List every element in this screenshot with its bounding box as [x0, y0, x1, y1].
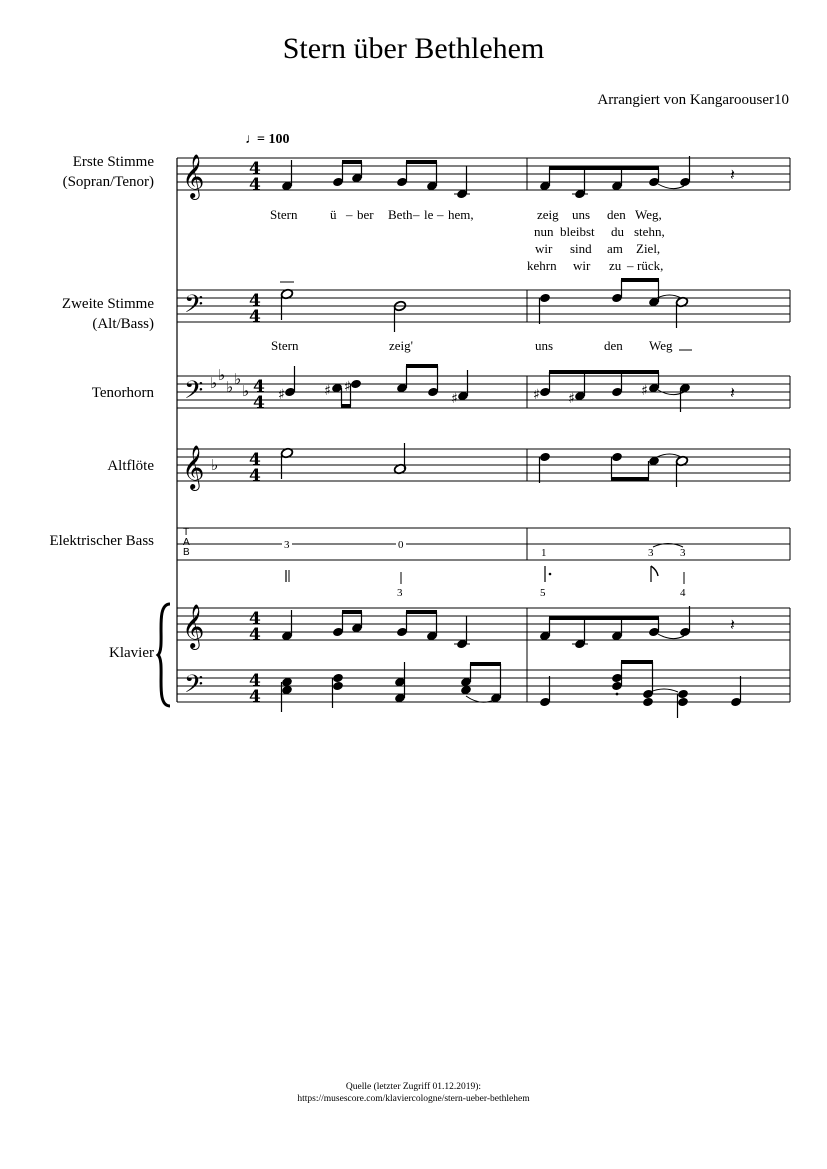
svg-text:Ziel,: Ziel,: [636, 241, 661, 256]
svg-text:♯: ♯: [568, 391, 575, 407]
barlines: [177, 158, 790, 702]
bass-clef-icon: 𝄢: [184, 376, 204, 411]
time-signatures: [249, 159, 265, 707]
treble-clef-icon: 𝄞: [182, 604, 205, 648]
score-title: Stern über Bethlehem: [282, 32, 545, 65]
svg-text:Stern: Stern: [271, 338, 299, 353]
svg-text:Altflöte: Altflöte: [107, 458, 154, 474]
svg-text:le: le: [424, 207, 434, 222]
voice1-lyrics: [270, 207, 665, 273]
svg-text:♯: ♯: [344, 379, 351, 395]
voice1-notes: [281, 156, 735, 199]
svg-text:3: 3: [648, 547, 654, 559]
svg-text:wir: wir: [535, 241, 553, 256]
tenorhorn-notes: [278, 366, 735, 412]
bass-tab-numbers: [282, 539, 688, 559]
svg-text:zeig': zeig': [389, 338, 413, 353]
tempo-marking: [245, 132, 289, 147]
footer-source-url: https://musescore.com/klaviercologne/stern-ueber-bethlehem: [297, 1094, 530, 1104]
svg-text:4: 4: [249, 687, 261, 707]
svg-text:4: 4: [680, 587, 686, 599]
svg-text:♯: ♯: [278, 387, 285, 403]
svg-text:♯: ♯: [324, 383, 331, 399]
bass-tab-rhythm: [286, 566, 684, 584]
svg-text:–: –: [346, 207, 353, 222]
flat-icon: ♭: [242, 382, 250, 400]
svg-text:3: 3: [680, 547, 686, 559]
svg-text:B: B: [183, 547, 190, 558]
svg-text:–: –: [437, 207, 444, 222]
rest-icon: 𝄽: [730, 615, 735, 634]
footer-source-label: Quelle (letzter Zugriff 01.12.2019):: [345, 1082, 482, 1092]
clefs: [182, 154, 204, 705]
svg-text:Tenorhorn: Tenorhorn: [91, 385, 154, 401]
flat-icon: ♭: [210, 374, 218, 392]
svg-text:den: den: [607, 207, 626, 222]
svg-text:am: am: [607, 241, 623, 256]
svg-text:(Sopran/Tenor): (Sopran/Tenor): [62, 174, 154, 190]
svg-text:bleibst: bleibst: [560, 224, 595, 239]
staff-lines: [177, 158, 790, 702]
flat-icon: ♭: [226, 378, 234, 396]
arranger-credit: Arrangiert von Kangaroouser10: [597, 92, 789, 108]
svg-text:4: 4: [253, 377, 265, 397]
svg-text:Weg,: Weg,: [635, 207, 662, 222]
svg-text:4: 4: [249, 159, 261, 179]
svg-text:rück,: rück,: [637, 258, 664, 273]
voice2-lyrics: [271, 338, 692, 353]
treble-clef-icon: 𝄞: [182, 445, 205, 489]
svg-text:4: 4: [253, 393, 265, 413]
svg-text:du: du: [611, 224, 624, 239]
svg-text:nun: nun: [534, 224, 554, 239]
svg-text:sind: sind: [570, 241, 592, 256]
svg-text:zu: zu: [609, 258, 622, 273]
svg-text:4: 4: [249, 466, 261, 486]
svg-text:Stern: Stern: [270, 207, 298, 222]
svg-text:5: 5: [540, 587, 546, 599]
svg-text:3: 3: [284, 539, 290, 551]
bass-clef-icon: 𝄢: [184, 670, 204, 705]
svg-text:–: –: [413, 207, 420, 222]
svg-text:–: –: [627, 258, 634, 273]
svg-text:4: 4: [249, 291, 261, 311]
svg-text:♯: ♯: [451, 391, 458, 407]
svg-text:4: 4: [249, 609, 261, 629]
svg-text:0: 0: [398, 539, 404, 551]
svg-text:♩: ♩: [245, 132, 259, 147]
svg-text:wir: wir: [573, 258, 591, 273]
bass-clef-icon: 𝄢: [184, 290, 204, 325]
svg-text:ü: ü: [330, 207, 337, 222]
flat-icon: ♭: [211, 456, 219, 474]
svg-text:stehn,: stehn,: [634, 224, 665, 239]
svg-text:ber: ber: [357, 207, 374, 222]
svg-text:Beth: Beth: [388, 207, 413, 222]
svg-text:♯: ♯: [641, 383, 648, 399]
bass-tab-fingering: [397, 587, 686, 599]
svg-text:(Alt/Bass): (Alt/Bass): [92, 316, 154, 332]
svg-text:1: 1: [541, 547, 547, 559]
svg-text:T: T: [183, 527, 190, 538]
svg-text:den: den: [604, 338, 623, 353]
flat-icon: ♭: [234, 370, 242, 388]
svg-text:uns: uns: [572, 207, 591, 222]
svg-text:Erste Stimme: Erste Stimme: [72, 154, 154, 170]
treble-clef-icon: 𝄞: [182, 154, 205, 198]
rest-icon: 𝄽: [730, 165, 735, 184]
rest-icon: 𝄽: [730, 383, 735, 402]
svg-text:4: 4: [249, 307, 261, 327]
svg-text:Elektrischer Bass: Elektrischer Bass: [49, 533, 154, 549]
tab-clef: [183, 527, 190, 558]
svg-text:kehrn: kehrn: [527, 258, 557, 273]
svg-text:= 100: = 100: [257, 132, 290, 147]
svg-text:Weg: Weg: [649, 338, 673, 353]
svg-text:hem,: hem,: [448, 207, 474, 222]
source-footer: [0, 1081, 827, 1105]
svg-text:3: 3: [397, 587, 403, 599]
piano-rh-notes: [281, 606, 735, 649]
instrument-names: [49, 154, 154, 661]
piano-brace: [158, 604, 170, 706]
key-signatures: [210, 366, 249, 474]
flat-icon: ♭: [218, 366, 226, 384]
svg-text:Zweite Stimme: Zweite Stimme: [61, 296, 154, 312]
svg-text:Klavier: Klavier: [109, 645, 154, 661]
svg-text:uns: uns: [535, 338, 554, 353]
svg-text:4: 4: [249, 625, 261, 645]
svg-text:4: 4: [249, 671, 261, 691]
svg-text:4: 4: [249, 175, 261, 195]
svg-text:zeig: zeig: [537, 207, 559, 222]
svg-text:♯: ♯: [533, 387, 540, 403]
svg-text:A: A: [183, 537, 190, 548]
svg-text:4: 4: [249, 450, 261, 470]
